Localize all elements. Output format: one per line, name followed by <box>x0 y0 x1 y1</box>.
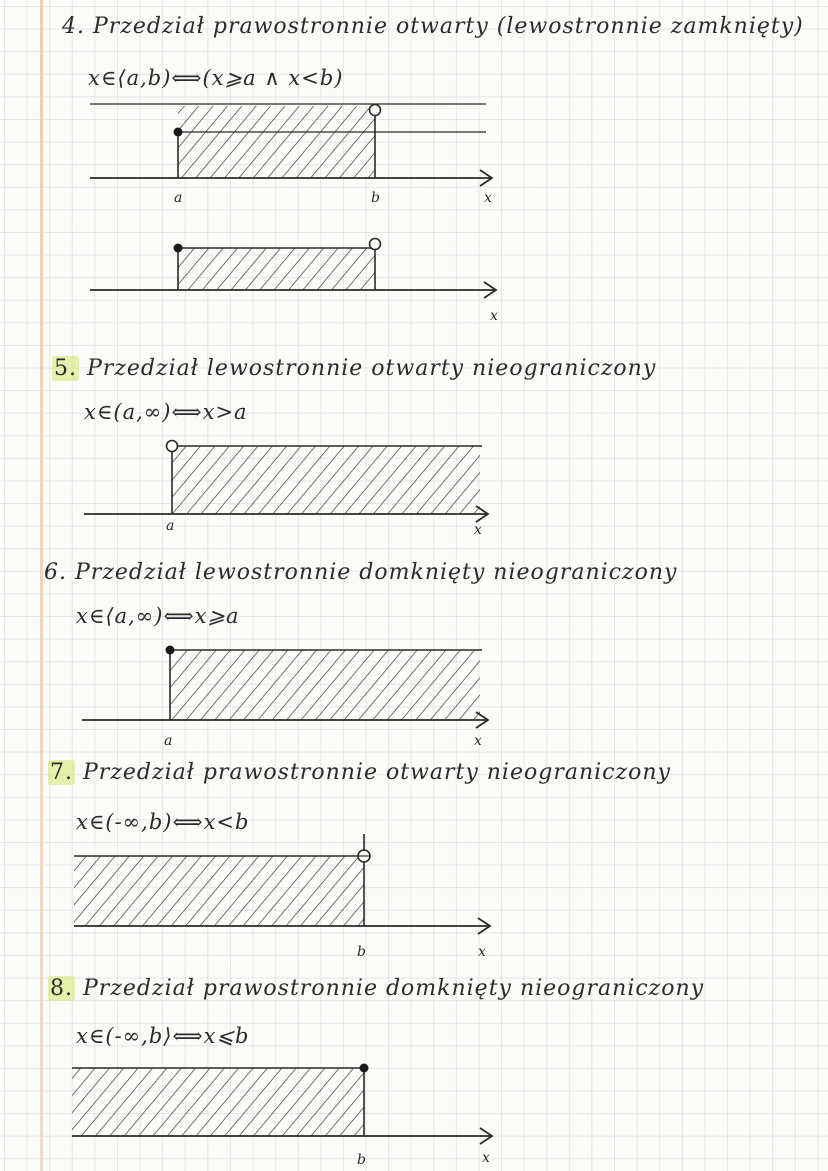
diagram-5-label-x: x <box>474 522 482 538</box>
diagram-5-open-point <box>167 441 178 452</box>
section-7-title: Przedział prawostronnie otwarty nieograniczony <box>83 760 671 785</box>
diagram-4a-label-x: x <box>484 190 492 206</box>
diagram-8-hatched-region <box>72 1068 364 1136</box>
diagram-4b-label-x: x <box>490 308 498 324</box>
diagram-4a-closed-point <box>174 128 183 137</box>
diagram-5-label-a: a <box>166 518 175 534</box>
diagram-6-label-a: a <box>164 733 173 749</box>
diagram-4b-hatched-region <box>178 248 375 290</box>
section-8-title: Przedział prawostronnie domknięty nieograniczony <box>83 976 705 1001</box>
section-5-title: Przedział lewostronnie otwarty nieograniczony <box>87 356 657 381</box>
diagram-5 <box>84 441 488 539</box>
diagram-4a-label-b: b <box>371 190 380 206</box>
diagram-7-hatched-region <box>74 856 364 926</box>
diagram-8 <box>72 1064 492 1169</box>
diagram-8-closed-point <box>360 1064 369 1073</box>
diagram-7-label-b: b <box>357 944 366 960</box>
section-5-formula: x∈(a,∞)⟺x>a <box>84 400 248 424</box>
section-6-number: 6. <box>44 560 67 585</box>
diagram-4a-label-a: a <box>174 190 183 206</box>
section-8-formula: x∈(-∞,b⟩⟺x⩽b <box>76 1024 250 1048</box>
diagram-4a <box>90 104 492 206</box>
section-4-title: Przedział prawostronnie otwarty (lewostronnie zamknięty) <box>93 14 804 39</box>
diagram-8-label-x: x <box>482 1150 490 1166</box>
diagram-7-label-x: x <box>478 944 486 960</box>
diagram-4a-open-point <box>370 105 381 116</box>
diagram-6-closed-point <box>166 646 175 655</box>
diagram-6-label-x: x <box>474 733 482 749</box>
section-4-formula: x∈⟨a,b)⟺(x⩾a ∧ x<b) <box>88 66 344 90</box>
section-7-number: 7. <box>50 760 73 785</box>
diagram-4b-closed-point <box>174 244 183 253</box>
diagram-4b-open-point <box>370 239 381 250</box>
diagram-4b <box>90 239 498 325</box>
section-6-formula: x∈⟨a,∞)⟺x⩾a <box>76 604 240 628</box>
diagram-6-hatched-region <box>170 650 480 720</box>
diagram-7 <box>74 834 490 960</box>
section-4-number: 4. <box>62 14 85 39</box>
diagram-5-hatched-region <box>172 446 480 514</box>
section-8-number: 8. <box>50 976 73 1001</box>
section-7-formula: x∈(-∞,b)⟺x<b <box>76 810 250 834</box>
section-5-number: 5. <box>54 356 77 381</box>
diagram-4a-hatched-region <box>178 106 375 178</box>
diagram-8-label-b: b <box>357 1152 366 1168</box>
diagram-6 <box>82 646 488 750</box>
section-6-title: Przedział lewostronnie domknięty nieograniczony <box>75 560 678 585</box>
